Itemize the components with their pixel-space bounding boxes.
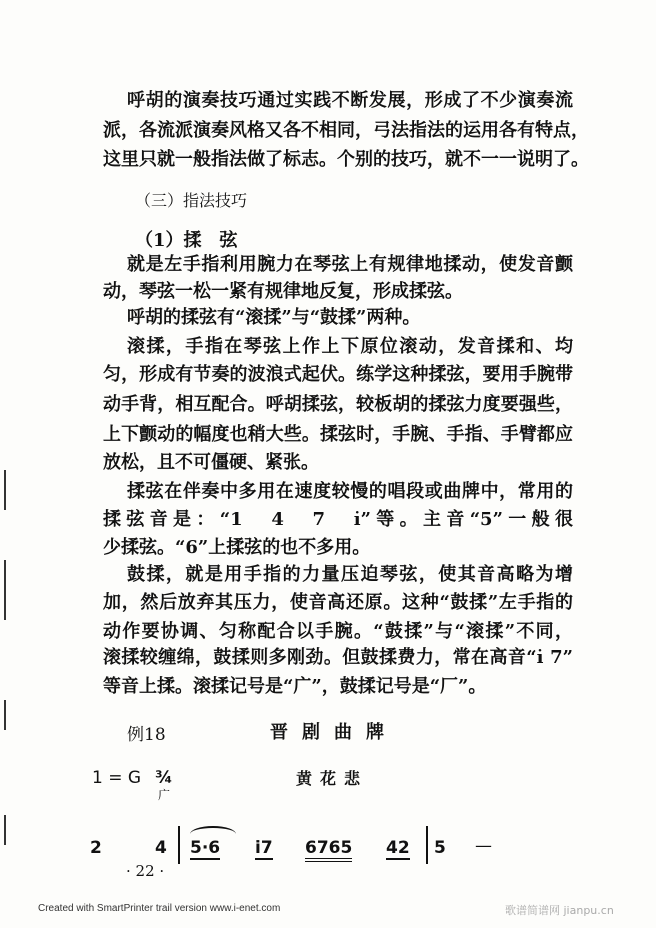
bar-line bbox=[426, 826, 428, 864]
subsection-heading: （1）揉 弦 bbox=[135, 230, 238, 251]
body-line: 匀，形成有节奏的波浪式起伏。练学这种揉弦，要用手腕带 bbox=[103, 364, 573, 385]
note: i̇7 bbox=[255, 838, 273, 858]
example-label: 例18 bbox=[127, 725, 166, 745]
body-line: 揉弦音是：“1 4 7 i̇”等。主音“5”一般很 bbox=[103, 509, 573, 530]
note: 42 bbox=[386, 838, 410, 858]
scan-edge bbox=[4, 700, 6, 730]
example-title: 晋剧曲牌 bbox=[270, 722, 398, 743]
paragraph-line: 呼胡的演奏技巧通过实践不断发展，形成了不少演奏流 bbox=[127, 90, 573, 111]
body-line: 揉弦在伴奏中多用在速度较慢的唱段或曲牌中，常用的 bbox=[127, 481, 573, 502]
body-line: 动作要协调、匀称配合以手腕。“鼓揉”与“滚揉”不同， bbox=[103, 621, 573, 642]
bar-line bbox=[178, 826, 180, 864]
note: 5·6 bbox=[190, 838, 221, 858]
body-line: 动手背，相互配合。呼胡揉弦，较板胡的揉弦力度要强些， bbox=[103, 394, 573, 415]
tune-name: 黄花悲 bbox=[296, 769, 369, 788]
note: 4 bbox=[155, 838, 167, 858]
body-line: 加，然后放弃其压力，使音高还原。这种“鼓揉”左手指的 bbox=[103, 592, 573, 613]
body-line: 鼓揉，就是用手指的力量压迫琴弦，使其音高略为增 bbox=[127, 564, 573, 585]
body-line: 少揉弦。“6”上揉弦的也不多用。 bbox=[103, 537, 371, 558]
note: 5 bbox=[434, 838, 446, 858]
key-signature: 1 = G bbox=[92, 768, 142, 788]
body-line: 上下颤动的幅度也稍大些。揉弦时，手腕、手指、手臂都应 bbox=[103, 424, 573, 445]
body-line: 就是左手指利用腕力在琴弦上有规律地揉动，使发音颤 bbox=[127, 254, 573, 275]
body-line: 呼胡的揉弦有“滚揉”与“鼓揉”两种。 bbox=[127, 307, 421, 328]
footer-watermark: Created with SmartPrinter trail version www.i-enet.com bbox=[38, 903, 281, 914]
body-line: 滚揉较缠绵，鼓揉则多刚劲。但鼓揉费力，常在高音“i̇ 7” bbox=[103, 647, 573, 668]
body-line: 动，琴弦一松一紧有规律地反复，形成揉弦。 bbox=[103, 281, 463, 302]
vibrato-mark: 广 bbox=[158, 788, 171, 802]
body-line: 放松，且不可僵硬、紧张。 bbox=[103, 452, 319, 473]
scan-edge bbox=[4, 815, 6, 845]
paragraph-line: 派，各流派演奏风格又各不相同，弓法指法的运用各有特点， bbox=[103, 120, 589, 141]
note-extension: — bbox=[475, 836, 492, 856]
note: 2 bbox=[90, 838, 102, 858]
body-line: 滚揉，手指在琴弦上作上下原位滚动，发音揉和、均 bbox=[127, 336, 573, 357]
note: 6765 bbox=[305, 838, 352, 862]
scan-edge bbox=[4, 560, 6, 620]
body-line: 等音上揉。滚揉记号是“广”，鼓揉记号是“厂”。 bbox=[103, 676, 487, 697]
site-watermark: 歌谱简谱网 jianpu.cn bbox=[505, 904, 614, 917]
time-signature: ¾ bbox=[155, 768, 173, 788]
page-number: · 22 · bbox=[126, 862, 165, 880]
section-heading: （三）指法技巧 bbox=[135, 191, 248, 210]
paragraph-line: 这里只就一般指法做了标志。个别的技巧，就不一一说明了。 bbox=[103, 149, 589, 170]
scan-edge bbox=[4, 470, 6, 510]
